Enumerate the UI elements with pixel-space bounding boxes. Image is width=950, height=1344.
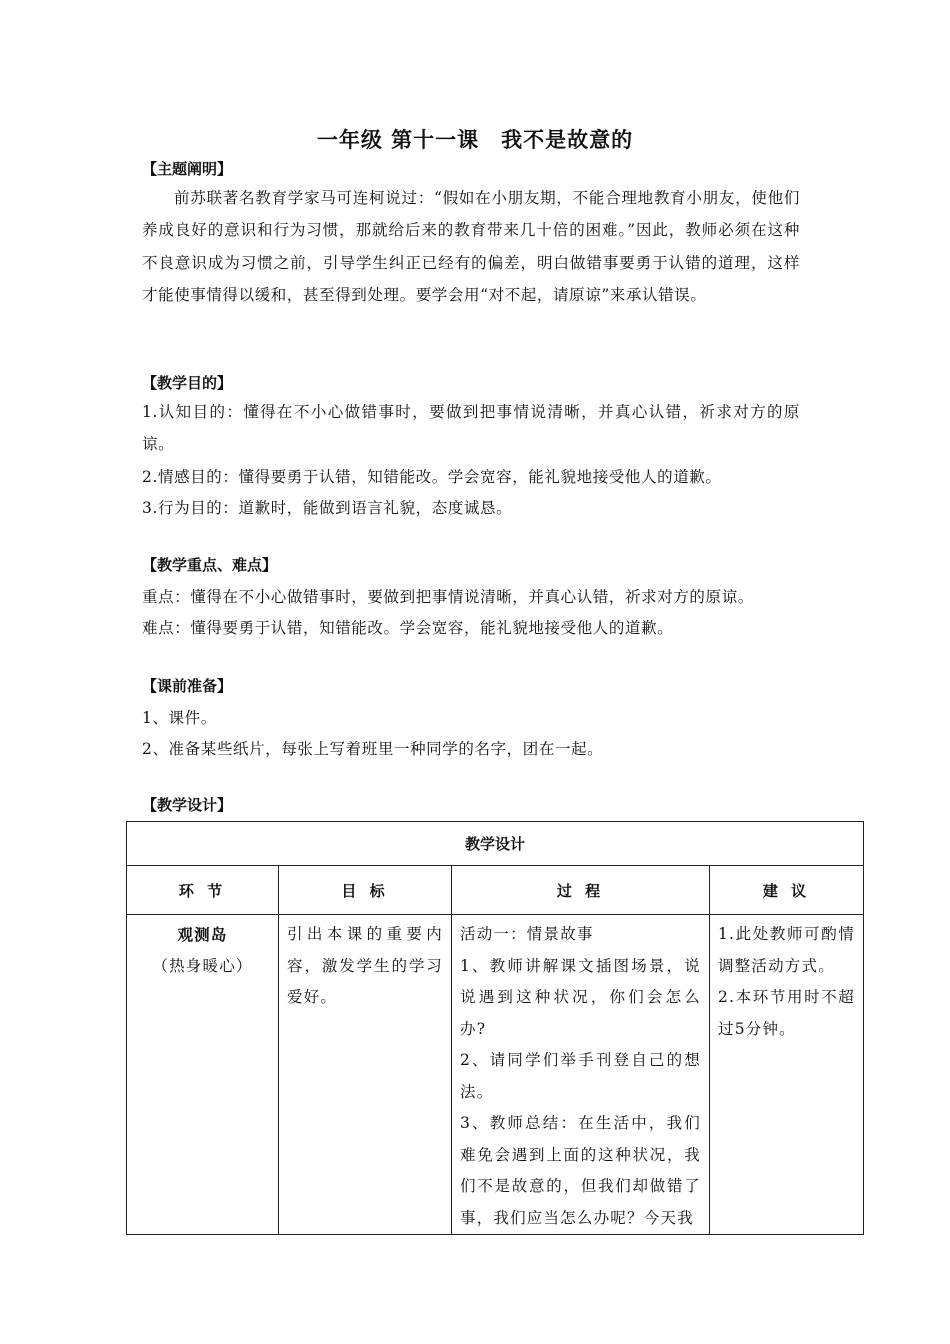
- difficulty-item: 难点：懂得要勇于认错，知错能改。学会宽容，能礼貌地接受他人的道歉。: [142, 619, 674, 637]
- header-advice: 建 议: [710, 866, 864, 915]
- theme-heading: 【主题阐明】: [142, 160, 233, 178]
- stage-cell: [127, 915, 279, 1235]
- key-point-item: 重点：懂得在不小心做错事时，要做到把事情说清晰，并真心认错，祈求对方的原谅。: [142, 588, 754, 606]
- stage-subtitle: （热身暖心）: [152, 956, 253, 975]
- process-cell: [452, 915, 710, 1235]
- header-stage: 环 节: [127, 866, 279, 915]
- prep-item-2: 2、准备某些纸片，每张上写着班里一种同学的名字，团在一起。: [142, 740, 604, 758]
- goal-item-3: 3.行为目的：道歉时，能做到语言礼貌，态度诚恳。: [142, 499, 513, 517]
- process-line-4: 3、教师总结：在生活中，我们难免会遇到上面的这种状况，我们不是故意的，但我们却做错了事，我们应当怎么办呢？今天我: [460, 1114, 701, 1227]
- stage-name: 观测岛: [177, 925, 228, 944]
- process-line-3: 2、请同学们举手刊登自己的想法。: [460, 1051, 701, 1101]
- advice-cell: [710, 915, 864, 1235]
- lesson-title: 一年级 第十一课 我不是故意的: [316, 127, 634, 152]
- process-line-2: 1、教师讲解课文插图场景，说说遇到这种状况，你们会怎么办?: [460, 956, 701, 1038]
- table-row: [127, 915, 864, 1235]
- goal-item-2: 2.情感目的：懂得要勇于认错，知错能改。学会宽容，能礼貌地接受他人的道歉。: [142, 468, 722, 486]
- advice-line-2: 2.本环节用时不超过5分钟。: [718, 988, 856, 1038]
- prep-item-1: 1、课件。: [142, 709, 217, 727]
- advice-line-1: 1.此处教师可酌情调整活动方式。: [718, 925, 856, 975]
- design-table: [126, 821, 864, 1235]
- goals-heading: 【教学目的】: [142, 374, 233, 392]
- header-process: 过 程: [452, 866, 710, 915]
- theme-text: 前苏联著名教育学家马可连柯说过：“假如在小朋友期，不能合理地教育小朋友，使他们养成良好的意识和行为习惯，那就给后来的教育带来几十倍的困难。”因此，教师必须在这种不良意识成为习惯之前，引导学生纠正已经有的偏差，明白做错事要勇于认错的道理，这样才能使事情得以缓和，甚至得到处理。要学会用“对不起，请原谅”来承认错误。: [142, 189, 800, 305]
- key-points-heading: 【教学重点、难点】: [142, 556, 278, 574]
- design-heading: 【教学设计】: [142, 796, 233, 814]
- goal-cell: [279, 915, 452, 1235]
- process-line-1: 活动一：情景故事: [460, 925, 594, 943]
- prep-heading: 【课前准备】: [142, 677, 233, 695]
- header-goal: 目 标: [279, 866, 452, 915]
- goal-text: 引出本课的重要内容，激发学生的学习爱好。: [287, 925, 443, 1006]
- table-caption: 教学设计: [127, 822, 864, 866]
- goal-item-1: 1.认知目的：懂得在不小心做错事时，要做到把事情说清晰，并真心认错，祈求对方的原谅。: [142, 403, 800, 454]
